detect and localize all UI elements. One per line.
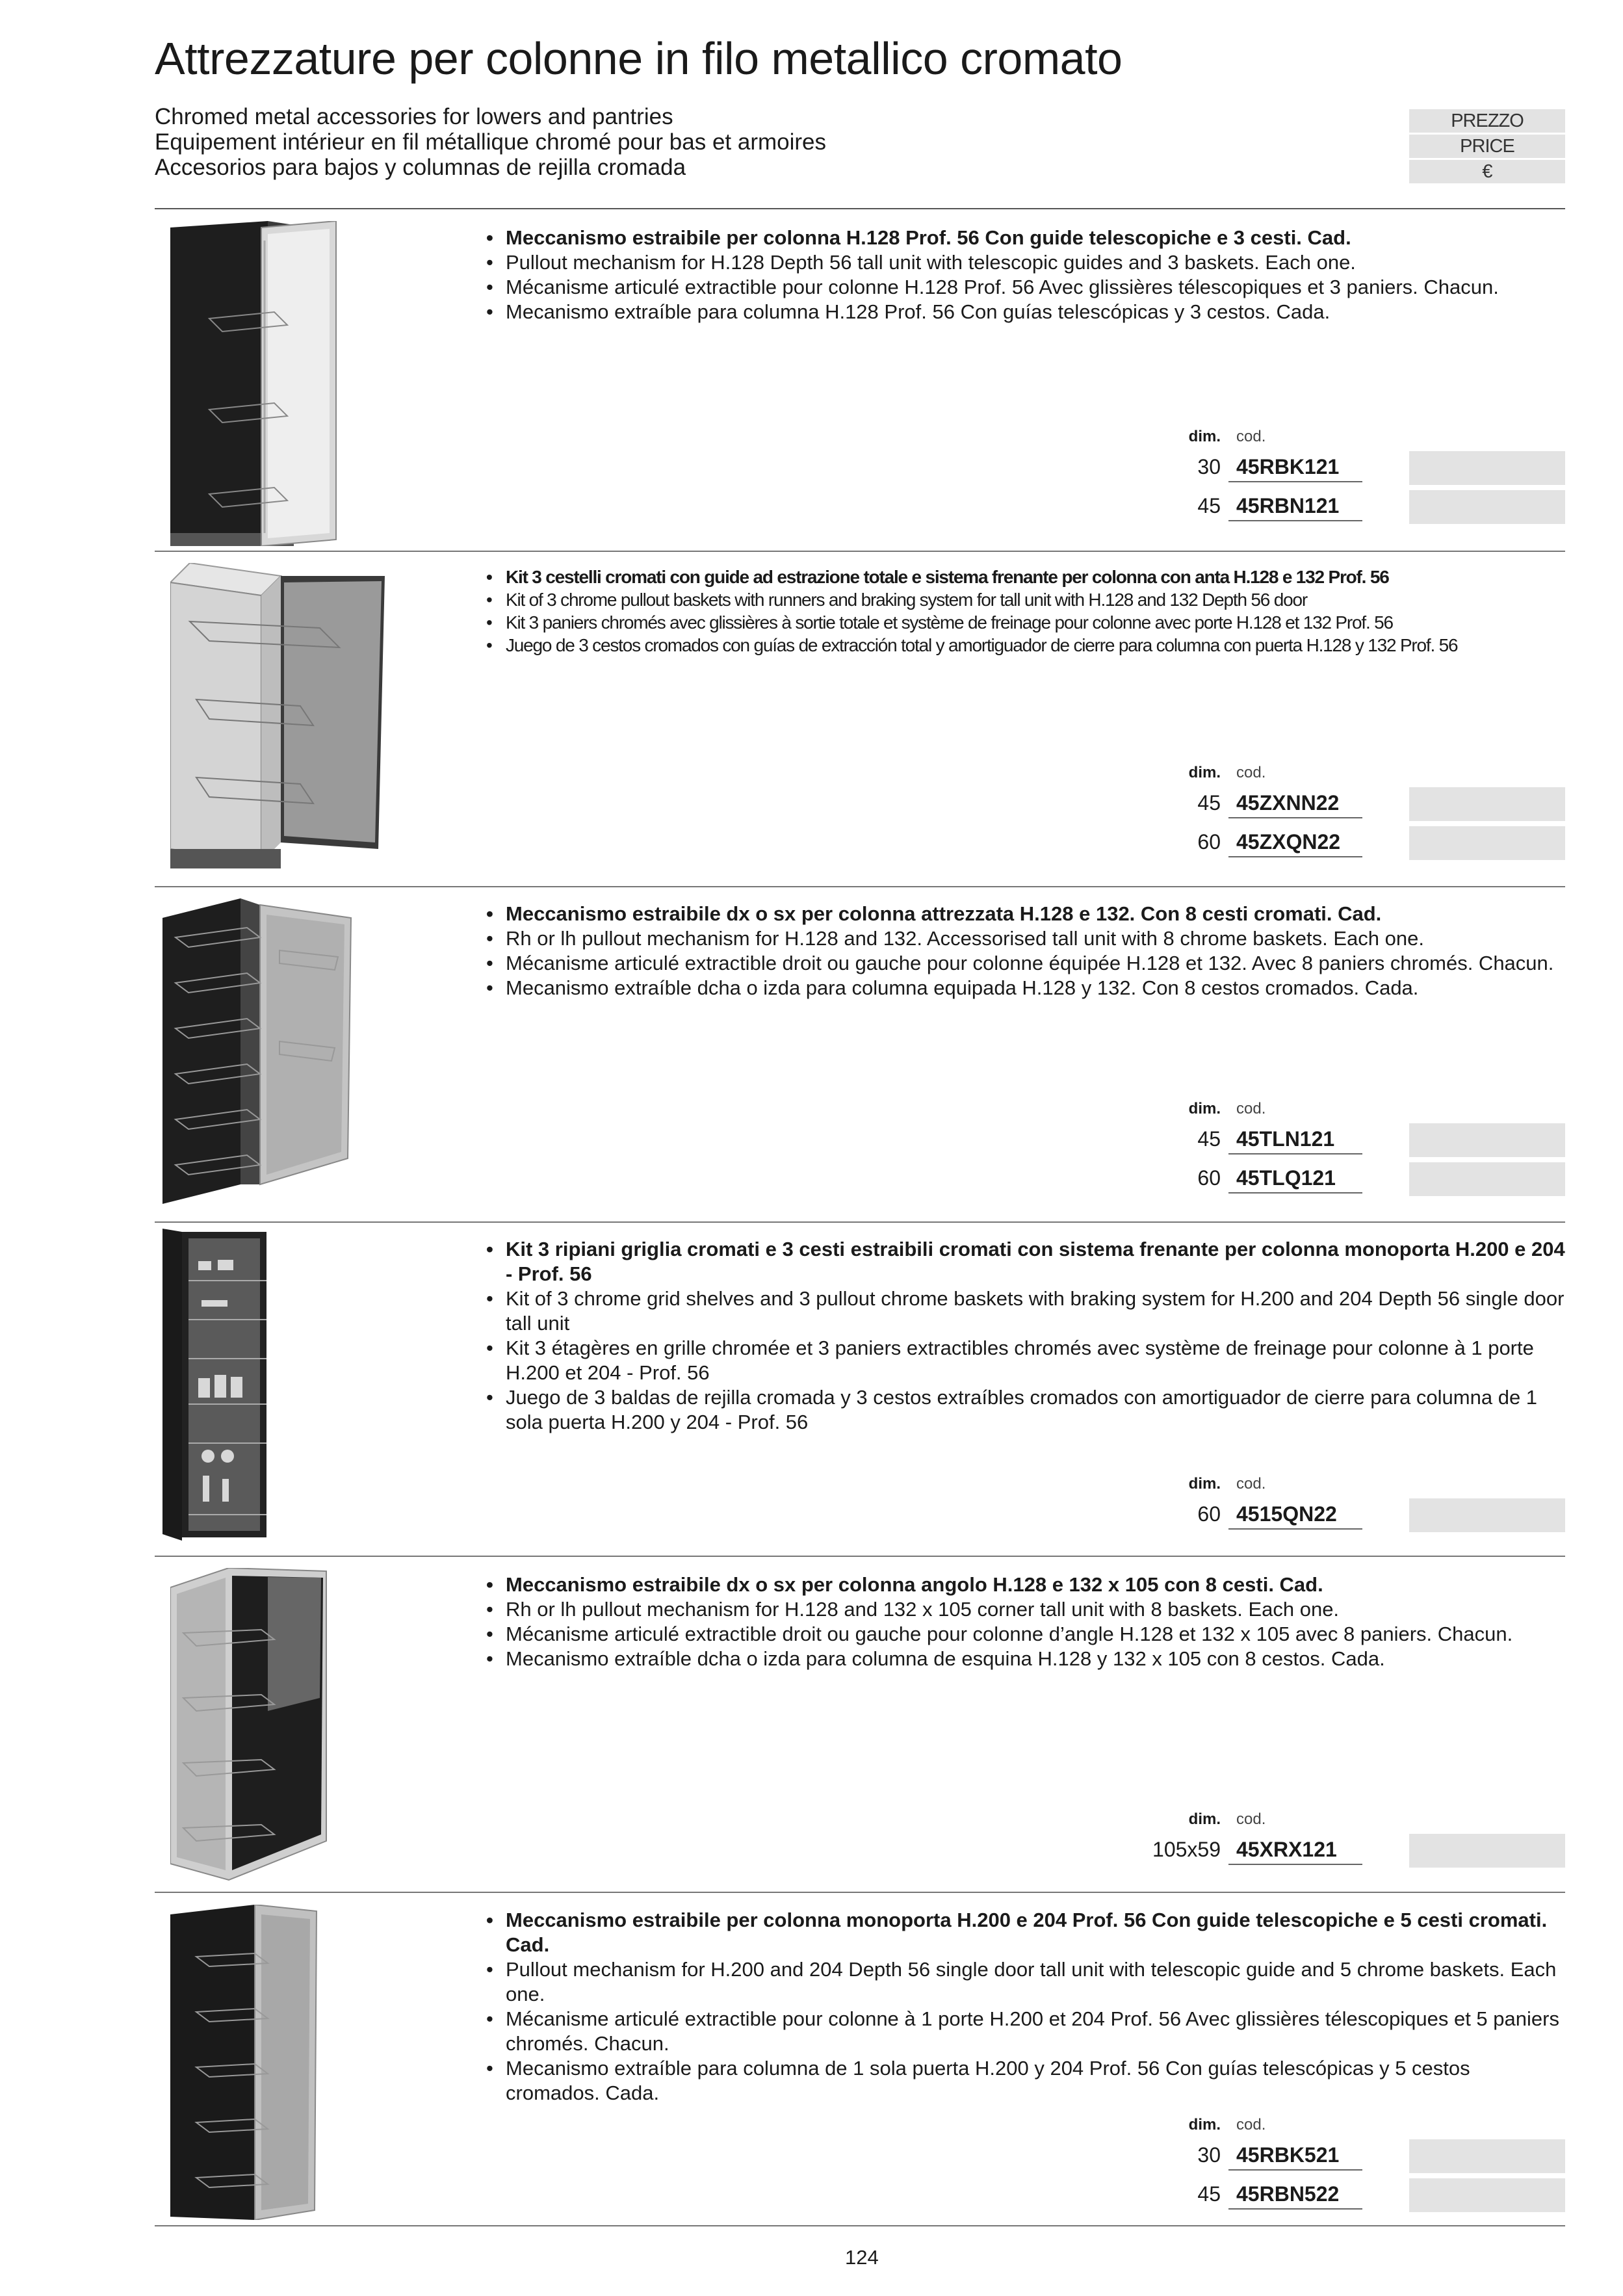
- description-es: • Juego de 3 baldas de rejilla cromada y 3 cestos extraíbles cromados con amortiguador de cierre para columna de 1 sola puerta H.200 y 204 - Prof. 56: [484, 1385, 1566, 1435]
- code-table: [1124, 1810, 1565, 1869]
- description-es: • Juego de 3 cestos cromados con guías de extracción total y amortiguador de cierre para columna con puerta H.128 y 132 Prof. 56: [484, 634, 1566, 657]
- product-description: [484, 226, 1566, 324]
- code-row: [1124, 1830, 1565, 1869]
- description-es: • Mecanismo extraíble dcha o izda para columna de esquina H.128 y 132 x 105 con 8 cestos. Cada.: [484, 1647, 1566, 1671]
- description-fr: • Mécanisme articulé extractible droit ou gauche pour colonne équipée H.128 et 132. Avec 8 paniers chromés. Chacun.: [484, 951, 1566, 976]
- product-description: [484, 1572, 1566, 1671]
- product-description: [484, 902, 1566, 1000]
- price-cell: [1409, 1834, 1565, 1868]
- dim-value: 45: [1197, 1127, 1221, 1151]
- description-en: • Pullout mechanism for H.128 Depth 56 tall unit with telescopic guides and 3 baskets. Each one.: [484, 250, 1566, 275]
- description-en: • Rh or lh pullout mechanism for H.128 and 132 x 105 corner tall unit with 8 baskets. Each one.: [484, 1597, 1566, 1622]
- description-it: • Kit 3 ripiani griglia cromati e 3 cesti estraibili cromati con sistema frenante per colonna monoporta H.200 e 204 - Prof. 56: [484, 1237, 1566, 1286]
- product-image-tall-8-baskets: [162, 898, 355, 1204]
- dim-header: dim.: [1188, 428, 1221, 445]
- price-header-prezzo: PREZZO: [1409, 109, 1565, 133]
- description-it: • Meccanismo estraibile dx o sx per colonna attrezzata H.128 e 132. Con 8 cesti cromati. Cad.: [484, 902, 1566, 926]
- product-code: 45ZXNN22: [1228, 787, 1362, 818]
- description-fr: • Mécanisme articulé extractible droit ou gauche pour colonne d’angle H.128 et 132 x 105 avec 8 paniers. Chacun.: [484, 1622, 1566, 1647]
- product-image-tall-pullout-3-baskets: [170, 221, 337, 546]
- dim-value: 60: [1197, 1166, 1221, 1190]
- price-cell: [1409, 1162, 1565, 1196]
- description-en: • Kit of 3 chrome pullout baskets with runners and braking system for tall unit with H.128 and 132 Depth 56 door: [484, 588, 1566, 611]
- description-it: • Meccanismo estraibile per colonna monoporta H.200 e 204 Prof. 56 Con guide telescopiche e 5 cesti cromati. Cad.: [484, 1908, 1566, 1957]
- product-description: [484, 1908, 1566, 2106]
- price-cell: [1409, 787, 1565, 821]
- code-row: [1124, 2135, 1565, 2174]
- description-en: • Rh or lh pullout mechanism for H.128 and 132. Accessorised tall unit with 8 chrome baskets. Each one.: [484, 926, 1566, 951]
- code-row: [1124, 1158, 1565, 1197]
- product-image-corner-tall-8-baskets: [170, 1568, 330, 1883]
- dim-header: dim.: [1188, 764, 1221, 781]
- dim-value: 30: [1197, 2143, 1221, 2167]
- description-fr: • Kit 3 paniers chromés avec glissières à sortie totale et système de freinage pour colonne avec porte H.128 et 132 Prof. 56: [484, 611, 1566, 634]
- section-divider: [155, 1221, 1565, 1223]
- code-row: [1124, 1119, 1565, 1158]
- code-table: [1124, 428, 1565, 525]
- price-cell: [1409, 2139, 1565, 2173]
- description-en: • Pullout mechanism for H.200 and 204 Depth 56 single door tall unit with telescopic guide and 5 chrome baskets. Each one.: [484, 1957, 1566, 2007]
- product-description: [484, 1237, 1566, 1435]
- dim-value: 45: [1197, 494, 1221, 517]
- code-table: [1124, 764, 1565, 861]
- product-description: [484, 566, 1566, 657]
- cod-header: cod.: [1236, 1100, 1266, 1117]
- dim-header: dim.: [1188, 1810, 1221, 1828]
- cod-header: cod.: [1236, 1810, 1266, 1828]
- dim-value: 105x59: [1152, 1838, 1221, 1861]
- section-divider: [155, 1892, 1565, 1893]
- product-image-base-unit-3-baskets: [170, 563, 391, 868]
- price-cell: [1409, 490, 1565, 524]
- cod-header: cod.: [1236, 764, 1266, 781]
- product-code: 45RBN121: [1228, 490, 1362, 521]
- description-es: • Mecanismo extraíble para columna de 1 sola puerta H.200 y 204 Prof. 56 Con guías telescópicas y 5 cestos cromados. Cada.: [484, 2056, 1566, 2106]
- code-table: [1124, 1100, 1565, 1197]
- dim-header: dim.: [1188, 2116, 1221, 2133]
- product-image-tall-shelves-and-baskets: [162, 1229, 273, 1541]
- code-row: [1124, 1494, 1565, 1533]
- product-code: 45ZXQN22: [1228, 826, 1362, 857]
- section-divider: [155, 1556, 1565, 1557]
- price-cell: [1409, 451, 1565, 485]
- price-header-currency: €: [1409, 160, 1565, 183]
- subtitle-en: Chromed metal accessories for lowers and pantries: [155, 104, 673, 129]
- subtitle-es: Accesorios para bajos y columnas de rejilla cromada: [155, 155, 686, 180]
- code-row: [1124, 447, 1565, 486]
- code-table: [1124, 1475, 1565, 1533]
- description-en: • Kit of 3 chrome grid shelves and 3 pullout chrome baskets with braking system for H.200 and 204 Depth 56 single door tall unit: [484, 1286, 1566, 1336]
- description-it: • Kit 3 cestelli cromati con guide ad estrazione totale e sistema frenante per colonna con anta H.128 e 132 Prof. 56: [484, 566, 1566, 588]
- description-fr: • Mécanisme articulé extractible pour colonne à 1 porte H.200 et 204 Prof. 56 Avec glissières télescopiques et 5 paniers chromés. Chacun.: [484, 2007, 1566, 2056]
- code-table: [1124, 2116, 1565, 2213]
- dim-value: 30: [1197, 455, 1221, 478]
- code-row: [1124, 2174, 1565, 2213]
- section-divider: [155, 2225, 1565, 2226]
- dim-value: 45: [1197, 791, 1221, 815]
- price-header-price: PRICE: [1409, 135, 1565, 158]
- header-divider: [155, 208, 1565, 209]
- code-row: [1124, 783, 1565, 822]
- subtitle-fr: Equipement intérieur en fil métallique chromé pour bas et armoires: [155, 129, 827, 155]
- description-it: • Meccanismo estraibile per colonna H.128 Prof. 56 Con guide telescopiche e 3 cesti. Cad.: [484, 226, 1566, 250]
- description-es: • Mecanismo extraíble dcha o izda para columna equipada H.128 y 132. Con 8 cestos cromados. Cada.: [484, 976, 1566, 1000]
- product-code: 45TLN121: [1228, 1123, 1362, 1155]
- page-number: 124: [845, 2246, 879, 2269]
- product-code: 45RBK521: [1228, 2139, 1362, 2171]
- product-code: 45RBN522: [1228, 2178, 1362, 2210]
- product-code: 45TLQ121: [1228, 1162, 1362, 1194]
- product-image-single-door-5-baskets: [170, 1905, 320, 2220]
- dim-header: dim.: [1188, 1475, 1221, 1493]
- cod-header: cod.: [1236, 2116, 1266, 2133]
- product-code: 45XRX121: [1228, 1834, 1362, 1865]
- price-header: [1409, 109, 1565, 185]
- dim-header: dim.: [1188, 1100, 1221, 1117]
- section-divider: [155, 551, 1565, 552]
- price-cell: [1409, 826, 1565, 860]
- description-fr: • Mécanisme articulé extractible pour colonne H.128 Prof. 56 Avec glissières télescopiques et 3 paniers. Chacun.: [484, 275, 1566, 300]
- dim-value: 60: [1197, 1502, 1221, 1526]
- page-title: Attrezzature per colonne in filo metallico cromato: [155, 33, 1123, 84]
- section-divider: [155, 886, 1565, 887]
- product-code: 4515QN22: [1228, 1498, 1362, 1530]
- product-code: 45RBK121: [1228, 451, 1362, 482]
- description-it: • Meccanismo estraibile dx o sx per colonna angolo H.128 e 132 x 105 con 8 cesti. Cad.: [484, 1572, 1566, 1597]
- price-cell: [1409, 1498, 1565, 1532]
- description-es: • Mecanismo extraíble para columna H.128 Prof. 56 Con guías telescópicas y 3 cestos. Cada.: [484, 300, 1566, 324]
- subtitle-block: [155, 104, 826, 180]
- code-row: [1124, 486, 1565, 525]
- cod-header: cod.: [1236, 1475, 1266, 1493]
- cod-header: cod.: [1236, 428, 1266, 445]
- code-row: [1124, 822, 1565, 861]
- dim-value: 45: [1197, 2182, 1221, 2206]
- price-cell: [1409, 1123, 1565, 1157]
- description-fr: • Kit 3 étagères en grille chromée et 3 paniers extractibles chromés avec système de freinage pour colonne à 1 porte H.200 et 204 - Prof. 56: [484, 1336, 1566, 1385]
- dim-value: 60: [1197, 830, 1221, 854]
- price-cell: [1409, 2178, 1565, 2212]
